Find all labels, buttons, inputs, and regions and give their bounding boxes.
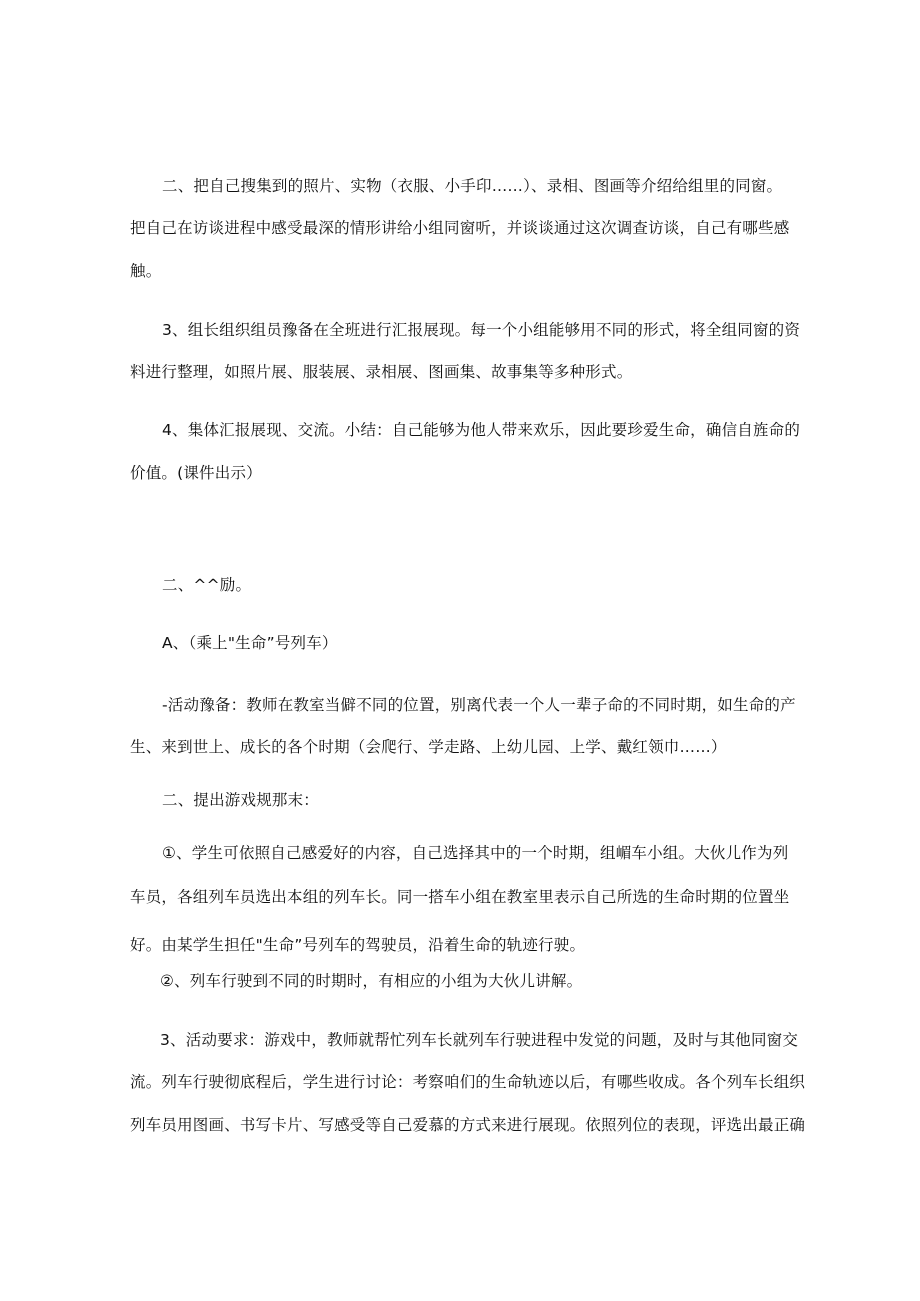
paragraph-line-9: 生、来到世上、成长的各个时期（会爬行、学走路、上幼儿园、上学、戴红领巾……） — [130, 738, 727, 756]
paragraph-line-10: ①、学生可依照自己感爱好的内容，自己选择其中的一个时期，组嵋车小组。大伙儿作为列 — [162, 844, 789, 862]
activity-title: A、（乘上"生命”号列车） — [162, 634, 338, 652]
paragraph-line-12: 好。由某学生担任"生命”号列车的驾驶员，沿着生命的轨迹行驶。 — [130, 936, 586, 954]
paragraph-line-16: 列车员用图画、书写卡片、写感受等自己爱慕的方式来进行展现。依照列位的表现，评选出最正确 — [130, 1116, 806, 1134]
paragraph-line-2: 把自己在访谈进程中感受最深的情形讲给小组同窗听，并谈谈通过这次调查访谈，自己有哪些感 — [130, 219, 790, 237]
paragraph-line-3: 触。 — [130, 262, 162, 280]
section-heading-encourage: 二、^^励。 — [162, 576, 252, 594]
paragraph-line-13: ②、列车行驶到不同的时期时，有相应的小组为大伙儿讲解。 — [160, 972, 583, 990]
paragraph-line-15: 流。列车行驶彻底程后，学生进行讨论：考察咱们的生命轨迹以后，有哪些收成。各个列车长组织 — [130, 1073, 806, 1091]
paragraph-line-7: 价值。(课件出示） — [130, 464, 262, 482]
paragraph-line-1: 二、把自己搜集到的照片、实物（衣服、小手印……）、录相、图画等介绍给组里的同窗。 — [162, 177, 783, 195]
paragraph-line-11: 车员，各组列车员选出本组的列车长。同一搭车小组在教室里表示自己所选的生命时期的位置坐 — [130, 888, 790, 906]
paragraph-line-5: 料进行整理，如照片展、服装展、录相展、图画集、故事集等多种形式。 — [130, 363, 633, 381]
rules-heading: 二、提出游戏规那末： — [162, 791, 320, 809]
paragraph-line-14: 3、活动要求：游戏中，教师就帮忙列车长就列车行驶进程中发觉的问题，及时与其他同窗交 — [160, 1031, 799, 1049]
paragraph-line-6: 4、集体汇报展现、交流。小结：自己能够为他人带来欢乐，因此要珍爱生命，确信自旌命的 — [162, 421, 801, 439]
paragraph-line-8: -活动豫备：教师在教室当僻不同的位置，别离代表一个人一辈子命的不同时期，如生命的产 — [162, 696, 796, 714]
paragraph-line-4: 3、组长组织组员豫备在全班进行汇报展现。每一个小组能够用不同的形式，将全组同窗的资 — [162, 321, 801, 339]
